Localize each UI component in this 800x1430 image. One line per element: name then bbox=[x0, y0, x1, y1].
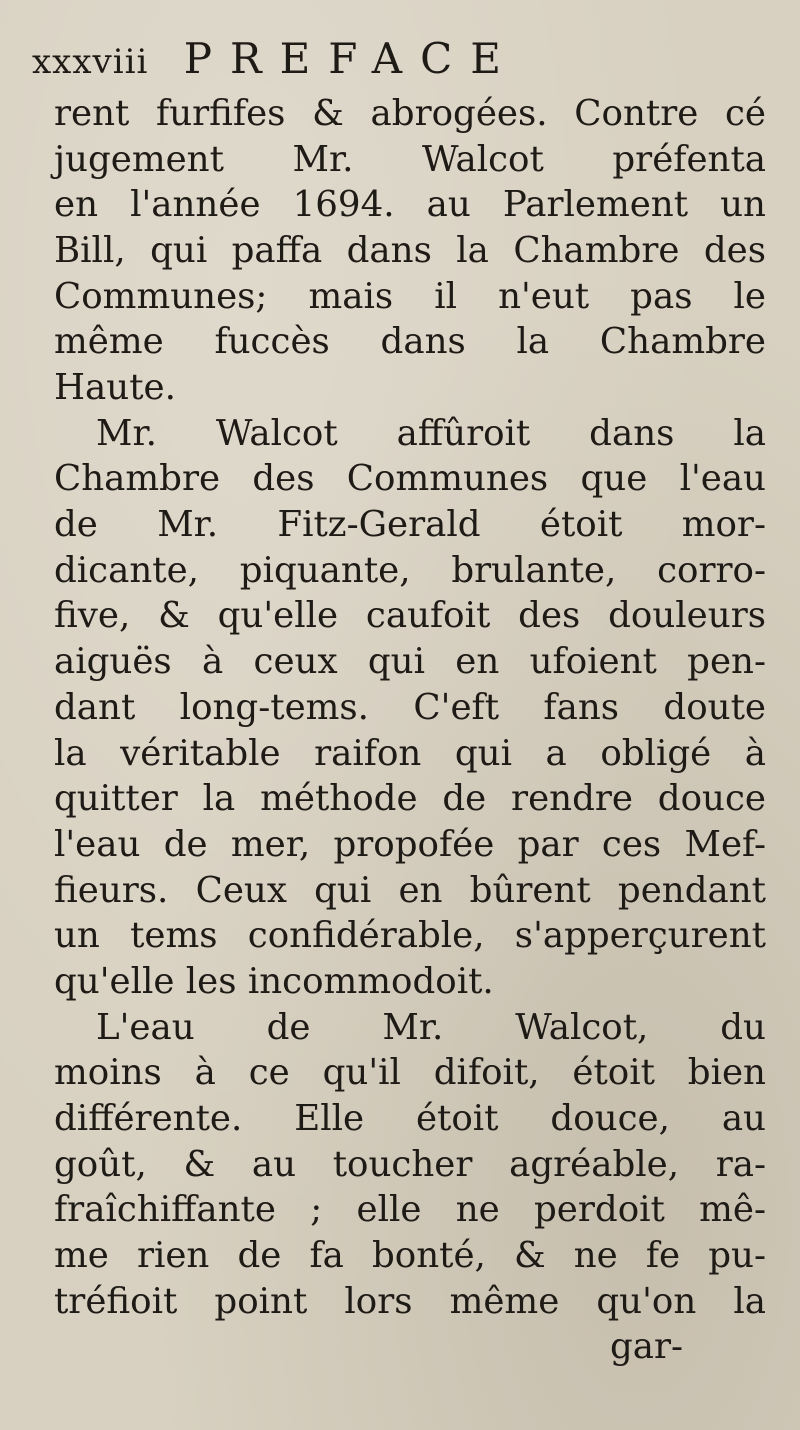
text-line: L'eau de Mr. Walcot, du bbox=[96, 1006, 766, 1048]
text-line: jugement Mr. Walcot préfenta bbox=[54, 138, 766, 180]
text-line: différente. Elle étoit douce, au bbox=[54, 1097, 766, 1139]
page-number: xxxviii bbox=[32, 42, 149, 82]
running-title: PREFACE bbox=[183, 34, 519, 83]
text-line: l'eau de mer, propofée par ces Mef- bbox=[54, 823, 766, 865]
text-line: la véritable raifon qui a obligé à bbox=[54, 732, 766, 774]
text-line: de Mr. Fitz-Gerald étoit mor- bbox=[54, 504, 766, 546]
text-line: rent furfifes & abrogées. Contre cé bbox=[54, 93, 766, 134]
text-line: même fuccès dans la Chambre bbox=[54, 321, 766, 363]
running-head bbox=[32, 34, 519, 83]
text-line: Haute. bbox=[54, 367, 176, 409]
text-line: en l'année 1694. au Parlement un bbox=[54, 184, 766, 226]
text-line: me rien de fa bonté, & ne fe pu- bbox=[54, 1234, 766, 1276]
catchword: gar- bbox=[610, 1326, 684, 1368]
text-line: quitter la méthode de rendre douce bbox=[54, 778, 766, 820]
text-line: Communes; mais il n'eut pas le bbox=[54, 275, 766, 317]
text-line: Bill, qui paffa dans la Chambre des bbox=[54, 230, 766, 272]
text-line: moins à ce qu'il difoit, étoit bien bbox=[54, 1052, 766, 1094]
text-line: five, & qu'elle caufoit des douleurs bbox=[54, 595, 766, 637]
text-line: goût, & au toucher agréable, ra- bbox=[54, 1143, 766, 1185]
text-line: un tems confidérable, s'apperçurent bbox=[54, 915, 766, 957]
text-line: Mr. Walcot affûroit dans la bbox=[96, 412, 766, 454]
text-line: Chambre des Communes que l'eau bbox=[54, 458, 766, 500]
text-line: dant long-tems. C'eft fans doute bbox=[54, 686, 766, 728]
text-line: qu'elle les incommodoit. bbox=[54, 960, 494, 1002]
text-line: tréfioit point lors même qu'on la bbox=[54, 1280, 766, 1322]
text-line: aiguës à ceux qui en ufoient pen- bbox=[54, 641, 766, 683]
text-line: fraîchiffante ; elle ne perdoit mê- bbox=[54, 1189, 766, 1231]
text-line: dicante, piquante, brulante, corro- bbox=[54, 549, 766, 591]
text-line: fieurs. Ceux qui en bûrent pendant bbox=[54, 869, 766, 911]
